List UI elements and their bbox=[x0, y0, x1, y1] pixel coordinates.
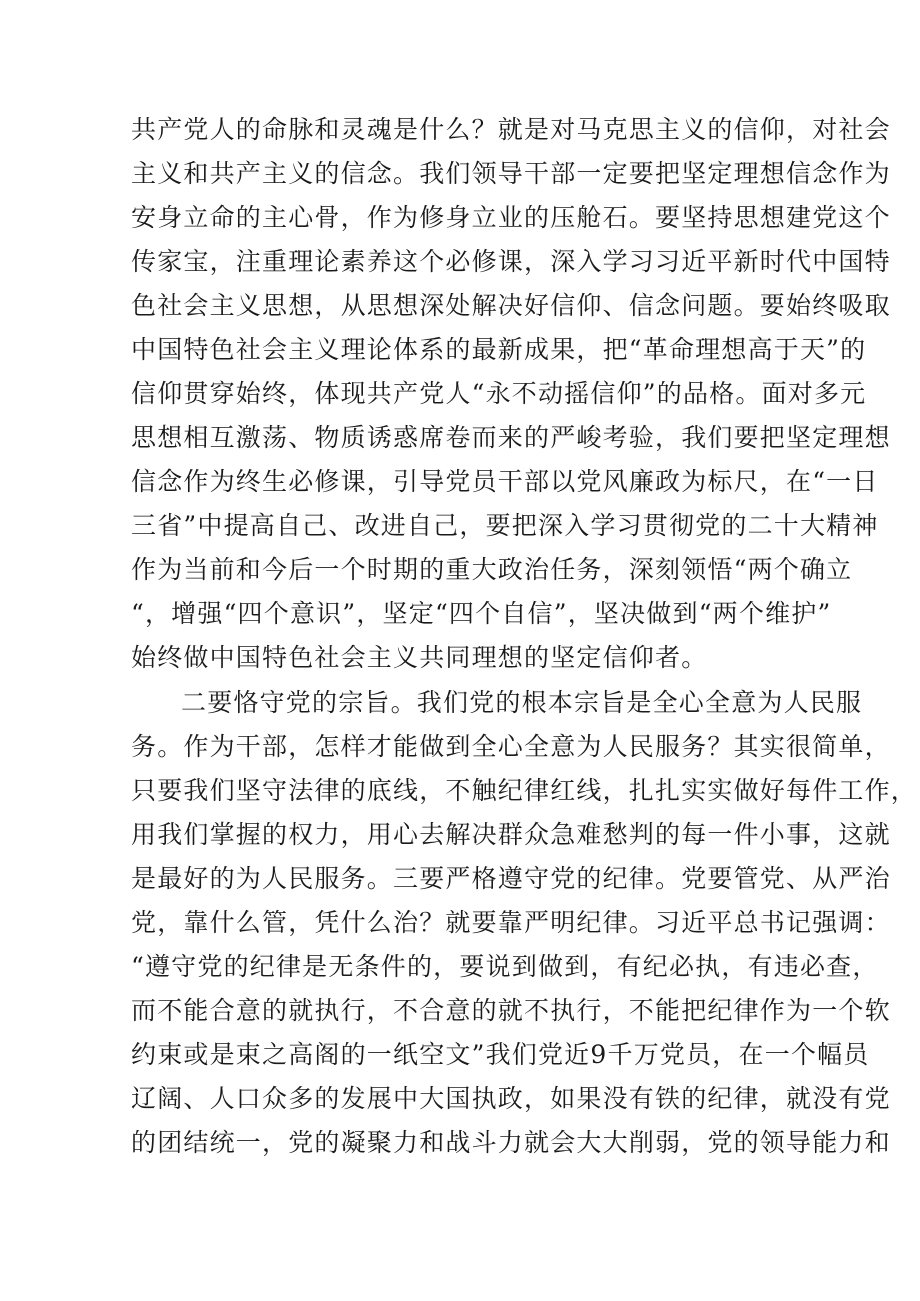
text-line: 始终做中国特色社会主义共同理想的坚定信仰者。 bbox=[131, 643, 708, 672]
text-line: 传家宝，注重理论素养这个必修课，深入学习习近平新时代中国特 bbox=[131, 247, 891, 276]
text-line: 而不能合意的就执行，不合意的就不执行，不能把纪律作为一个软 bbox=[131, 996, 891, 1025]
text-line: 约束或是束之高阁的一纸空文”我们党近9千万党员，在一个幅员 bbox=[131, 1040, 870, 1069]
text-line: 思想相互激荡、物质诱惑席卷而来的严峻考验，我们要把坚定理想 bbox=[131, 423, 891, 452]
text-line: 中国特色社会主义理论体系的最新成果，把“革命理想高于天”的 bbox=[131, 335, 867, 364]
text-line: 务。作为干部，怎样才能做到全心全意为人民服务？其实很简单， bbox=[131, 732, 891, 761]
paragraph-2 bbox=[131, 681, 918, 1165]
text-line: 用我们掌握的权力，用心去解决群众急难愁判的每一件小事，这就 bbox=[131, 820, 891, 849]
text-line: 辽阔、人口众多的发展中大国执政，如果没有铁的纪律，就没有党 bbox=[131, 1084, 891, 1113]
text-line: 党，靠什么管，凭什么治？就要靠严明纪律。习近平总书记强调： bbox=[131, 908, 891, 937]
text-line: 主义和共产主义的信念。我们领导干部一定要把坚定理想信念作为 bbox=[131, 159, 891, 188]
text-line: 共产党人的命脉和灵魂是什么？就是对马克思主义的信仰，对社会 bbox=[131, 115, 891, 144]
paragraph-1 bbox=[131, 108, 891, 680]
text-line: 色社会主义思想，从思想深处解决好信仰、信念问题。要始终吸取 bbox=[131, 291, 891, 320]
text-line: 二要恪守党的宗旨。我们党的根本宗旨是全心全意为人民服 bbox=[181, 688, 863, 717]
text-line: 三省”中提高自己、改进自己，要把深入学习贯彻党的二十大精神 bbox=[131, 511, 879, 540]
text-line: 作为当前和今后一个时期的重大政治任务，深刻领悟“两个确立 bbox=[131, 555, 853, 584]
text-line: “遵守党的纪律是无条件的，要说到做到，有纪必执，有违必查， bbox=[131, 952, 879, 981]
text-line: 安身立命的主心骨，作为修身立业的压舱石。要坚持思想建党这个 bbox=[131, 203, 891, 232]
text-line: 是最好的为人民服务。三要严格遵守党的纪律。党要管党、从严治 bbox=[131, 864, 891, 893]
text-line: 只要我们坚守法律的底线，不触纪律红线，扎扎实实做好每件工作， bbox=[131, 776, 918, 805]
text-line: 信念作为终生必修课，引导党员干部以党风廉政为标尺，在“一日 bbox=[131, 467, 879, 496]
text-line: “，增强“四个意识”，坚定“四个自信”，坚决做到“两个维护” bbox=[131, 599, 832, 628]
text-line: 信仰贯穿始终，体现共产党人“永不动摇信仰”的品格。面对多元 bbox=[131, 379, 867, 408]
text-line: 的团结统一，党的凝聚力和战斗力就会大大削弱，党的领导能力和 bbox=[131, 1128, 891, 1157]
